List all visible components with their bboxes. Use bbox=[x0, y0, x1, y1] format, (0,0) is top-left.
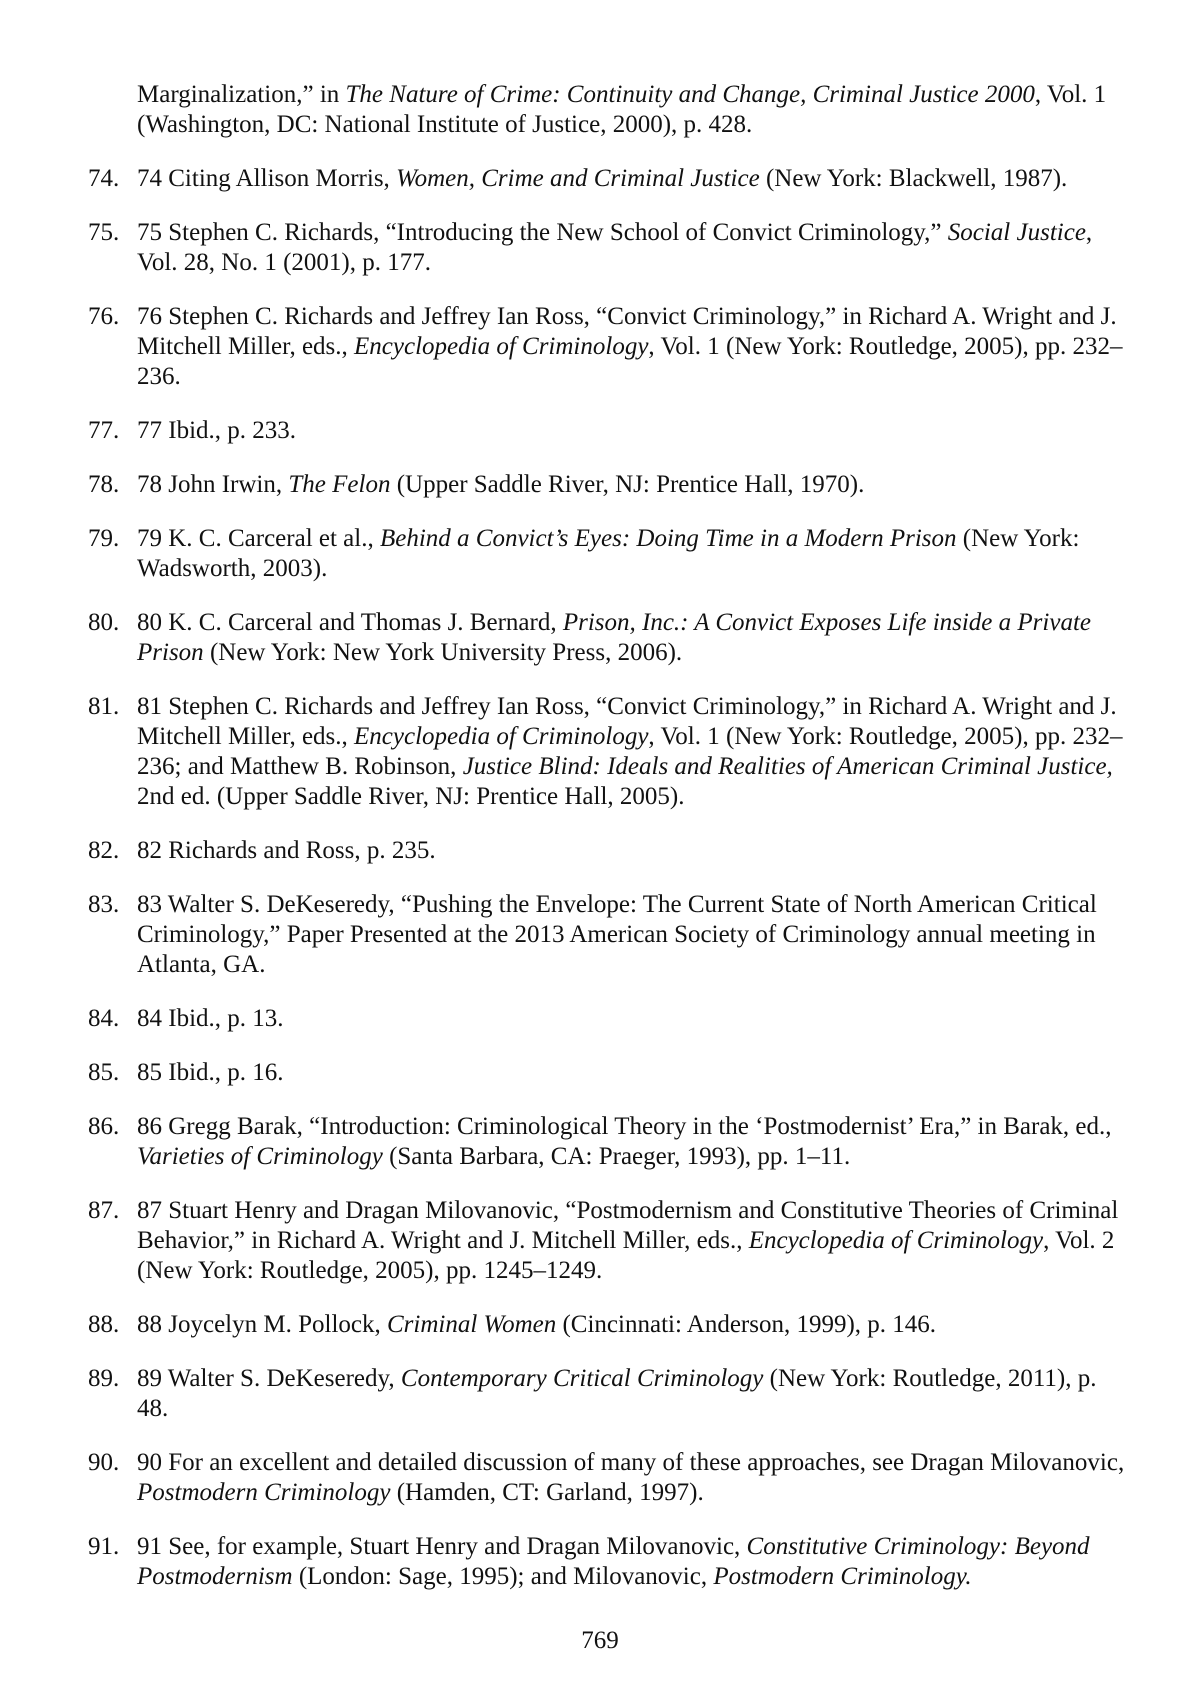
endnote-title: The Felon bbox=[288, 471, 391, 498]
endnote-number: 87. bbox=[88, 1197, 120, 1224]
endnote-number: 86. bbox=[88, 1113, 120, 1140]
endnote-text bbox=[137, 1532, 1128, 1592]
endnote-title: Varieties of Criminology bbox=[137, 1143, 383, 1170]
endnote-text-segment: (Hamden, CT: Garland, 1997). bbox=[390, 1479, 704, 1506]
continued-note-text: Marginalization,” in bbox=[137, 81, 346, 108]
endnote-text-segment: 90 For an excellent and detailed discussion of many of these approaches, see Dragan Milovanovic, bbox=[137, 1449, 1125, 1476]
endnote-item bbox=[88, 1532, 1128, 1592]
endnote-title: Encyclopedia of Criminology bbox=[748, 1227, 1044, 1254]
endnote-text bbox=[137, 416, 1128, 446]
endnote-text-segment: , Vol. 28, No. 1 (2001), p. 177. bbox=[137, 219, 1093, 276]
endnote-item bbox=[88, 1112, 1128, 1172]
endnote-item bbox=[88, 608, 1128, 668]
endnote-text-segment: (Santa Barbara, CA: Praeger, 1993), pp. 1–11. bbox=[382, 1143, 851, 1170]
endnote-text-segment: (Upper Saddle River, NJ: Prentice Hall, 1970). bbox=[390, 471, 865, 498]
endnote-number: 89. bbox=[88, 1365, 120, 1392]
endnote-item bbox=[88, 164, 1128, 194]
endnote-text bbox=[137, 608, 1128, 668]
endnote-number: 79. bbox=[88, 525, 120, 552]
endnote-item bbox=[88, 1364, 1128, 1424]
endnote-text-segment: (New York: Blackwell, 1987). bbox=[759, 165, 1068, 192]
endnote-text bbox=[137, 1448, 1128, 1508]
endnote-title: Justice Blind: Ideals and Realities of American Criminal Justice, bbox=[462, 753, 1113, 780]
endnote-text bbox=[137, 218, 1128, 278]
endnote-number: 76. bbox=[88, 303, 120, 330]
endnote-text bbox=[137, 890, 1128, 980]
endnote-text-segment: 86 Gregg Barak, “Introduction: Criminological Theory in the ‘Postmodernist’ Era,” in Barak, ed., bbox=[137, 1113, 1112, 1140]
endnote-number: 80. bbox=[88, 609, 120, 636]
endnote-text-segment: (New York: Wadsworth, 2003). bbox=[137, 525, 1080, 582]
endnote-item bbox=[88, 836, 1128, 866]
endnotes-list bbox=[88, 80, 1128, 1616]
continued-note-text: , Vol. 1 (Washington, DC: National Institute of Justice, 2000), p. 428. bbox=[137, 81, 1107, 138]
endnote-item bbox=[88, 890, 1128, 980]
endnotes-container bbox=[88, 164, 1128, 1592]
endnote-item bbox=[88, 416, 1128, 446]
continued-note-title: The Nature of Crime: Continuity and Change, Criminal Justice 2000 bbox=[345, 81, 1035, 108]
endnote-text-segment: (London: Sage, 1995); and Milovanovic, bbox=[292, 1563, 714, 1590]
endnote-title: Encyclopedia of Criminology bbox=[354, 723, 649, 750]
endnote-text bbox=[137, 164, 1128, 194]
endnote-number: 91. bbox=[88, 1533, 120, 1560]
endnote-item bbox=[88, 218, 1128, 278]
endnote-item bbox=[88, 1004, 1128, 1034]
endnote-text bbox=[137, 1058, 1128, 1088]
endnote-text-segment: , Vol. 1 (New York: Routledge, 2005), pp. 232–236; and Matthew B. Robinson, bbox=[137, 723, 1123, 780]
endnote-number: 83. bbox=[88, 891, 120, 918]
endnote-title: Contemporary Critical Criminology bbox=[400, 1365, 764, 1392]
endnote-item bbox=[88, 524, 1128, 584]
endnote-text bbox=[137, 1112, 1128, 1172]
endnote-number: 75. bbox=[88, 219, 120, 246]
endnote-number: 90. bbox=[88, 1449, 120, 1476]
continued-note bbox=[137, 80, 1128, 140]
endnote-number: 74. bbox=[88, 165, 120, 192]
endnote-text-segment: 91 See, for example, Stuart Henry and Dragan Milovanovic, bbox=[137, 1533, 747, 1560]
endnote-item bbox=[88, 1448, 1128, 1508]
endnote-text-segment: 84 Ibid., p. 13. bbox=[137, 1005, 284, 1032]
endnote-text bbox=[137, 836, 1128, 866]
endnote-text bbox=[137, 524, 1128, 584]
endnote-number: 84. bbox=[88, 1005, 120, 1032]
endnote-text-segment: (New York: New York University Press, 2006). bbox=[203, 639, 683, 666]
endnote-text-segment: (Cincinnati: Anderson, 1999), p. 146. bbox=[556, 1311, 937, 1338]
endnote-number: 85. bbox=[88, 1059, 120, 1086]
endnote-title: Encyclopedia of Criminology bbox=[354, 333, 649, 360]
endnote-title: Postmodern Criminology bbox=[137, 1479, 391, 1506]
endnote-text-segment: 85 Ibid., p. 16. bbox=[137, 1059, 284, 1086]
endnote-text-segment: 81 Stephen C. Richards and Jeffrey Ian Ross, “Convict Criminology,” in Richard A. Wright and J. Mitchell Miller, eds., bbox=[137, 693, 1117, 750]
endnote-title: Prison, Inc.: A Convict Exposes Life inside a Private Prison bbox=[137, 609, 1091, 666]
endnote-text-segment: 89 Walter S. DeKeseredy, bbox=[137, 1365, 401, 1392]
endnote-number: 82. bbox=[88, 837, 120, 864]
endnote-item bbox=[88, 470, 1128, 500]
endnote-text bbox=[137, 1364, 1128, 1424]
endnote-item bbox=[88, 1196, 1128, 1286]
endnote-number: 77. bbox=[88, 417, 120, 444]
endnote-text-segment: 79 K. C. Carceral et al., bbox=[137, 525, 380, 552]
endnote-number: 88. bbox=[88, 1311, 120, 1338]
endnote-title: Women, Crime and Criminal Justice bbox=[396, 165, 760, 192]
endnote-text-segment: , Vol. 1 (New York: Routledge, 2005), pp. 232–236. bbox=[137, 333, 1123, 390]
endnote-title: Postmodern Criminology. bbox=[713, 1563, 972, 1590]
endnote-text-segment: 88 Joycelyn M. Pollock, bbox=[137, 1311, 387, 1338]
page-number: 769 bbox=[581, 1627, 619, 1654]
endnote-title: Criminal Women bbox=[387, 1311, 557, 1338]
endnote-text-segment: 87 Stuart Henry and Dragan Milovanovic, “Postmodernism and Constitutive Theories of Criminal Behavior,” in Richard A. Wright and J. Mitchell Miller, eds., bbox=[137, 1197, 1119, 1254]
endnote-title: Social Justice bbox=[947, 219, 1086, 246]
endnote-title: Constitutive Criminology: Beyond Postmodernism bbox=[137, 1533, 1090, 1590]
endnote-text-segment: , Vol. 2 (New York: Routledge, 2005), pp. 1245–1249. bbox=[137, 1227, 1115, 1284]
endnote-text bbox=[137, 1004, 1128, 1034]
endnote-item bbox=[88, 1058, 1128, 1088]
endnote-title: Behind a Convict’s Eyes: Doing Time in a Modern Prison bbox=[379, 525, 957, 552]
endnote-text-segment: 77 Ibid., p. 233. bbox=[137, 417, 297, 444]
endnote-number: 81. bbox=[88, 693, 120, 720]
endnote-number: 78. bbox=[88, 471, 120, 498]
endnote-text bbox=[137, 302, 1128, 392]
endnote-text bbox=[137, 1310, 1128, 1340]
endnote-text bbox=[137, 692, 1128, 812]
endnote-text-segment: 2nd ed. (Upper Saddle River, NJ: Prentice Hall, 2005). bbox=[137, 783, 685, 810]
endnote-text-segment: 83 Walter S. DeKeseredy, “Pushing the Envelope: The Current State of North American Critical Criminology,” Paper Presented at the 2013 American Society of Criminology annual meeting in Atlanta, GA. bbox=[137, 891, 1097, 978]
endnote-text-segment: 80 K. C. Carceral and Thomas J. Bernard, bbox=[137, 609, 563, 636]
endnote-text-segment: 74 Citing Allison Morris, bbox=[137, 165, 397, 192]
endnote-item bbox=[88, 1310, 1128, 1340]
endnote-text-segment: 76 Stephen C. Richards and Jeffrey Ian Ross, “Convict Criminology,” in Richard A. Wright and J. Mitchell Miller, eds., bbox=[137, 303, 1117, 360]
endnote-text-segment: 78 John Irwin, bbox=[137, 471, 289, 498]
endnote-text-segment: 75 Stephen C. Richards, “Introducing the New School of Convict Criminology,” bbox=[137, 219, 948, 246]
endnote-text bbox=[137, 470, 1128, 500]
endnote-item bbox=[88, 302, 1128, 392]
endnote-text-segment: 82 Richards and Ross, p. 235. bbox=[137, 837, 436, 864]
endnote-item bbox=[88, 692, 1128, 812]
endnote-text bbox=[137, 1196, 1128, 1286]
endnote-text-segment: (New York: Routledge, 2011), p. 48. bbox=[137, 1365, 1097, 1422]
